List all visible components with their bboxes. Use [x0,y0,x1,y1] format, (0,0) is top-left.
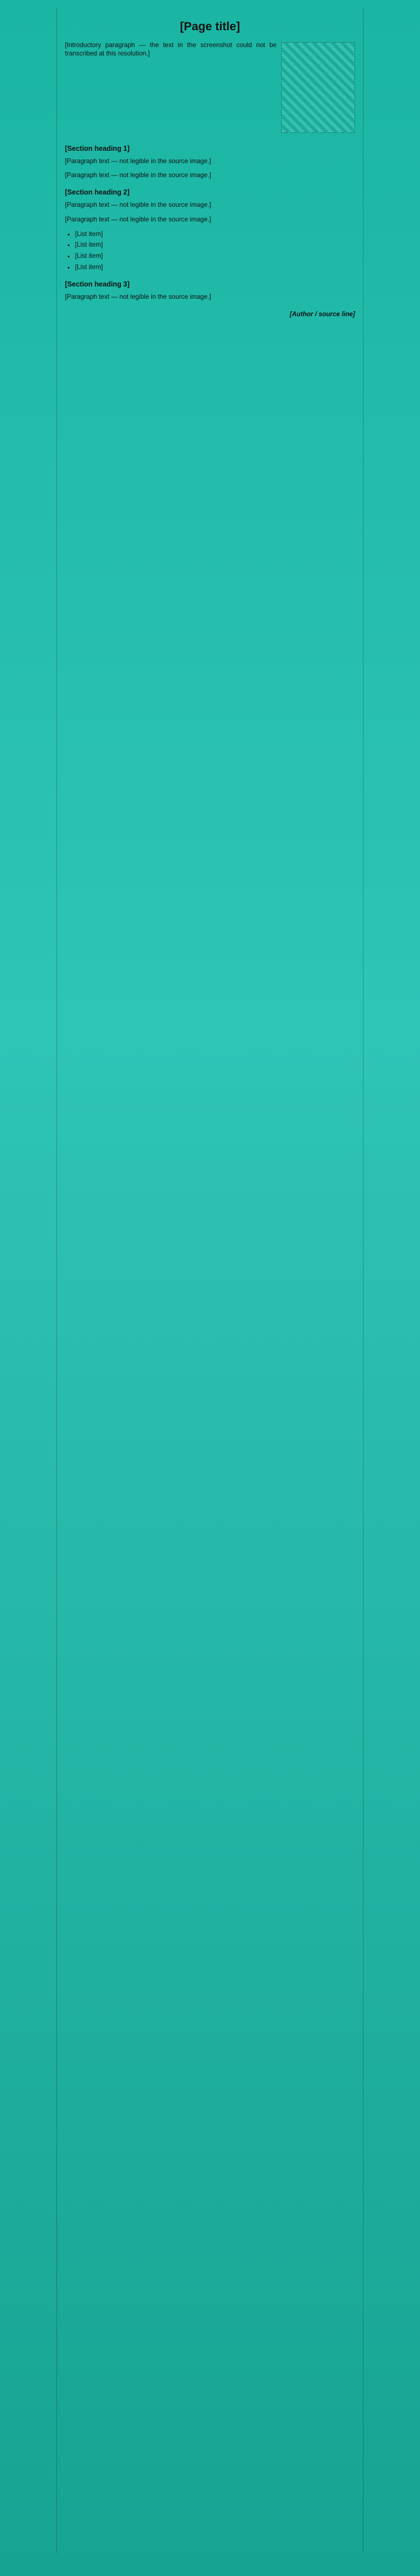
paragraph: [Paragraph text — not legible in the source image.] [65,293,212,300]
page-title: [Page title] [180,20,240,33]
section-2 [65,188,355,224]
portrait-image [281,42,355,133]
list-item: • [List item] [75,263,355,272]
author-credit: [Author / source line] [290,311,355,318]
paragraph: [Paragraph text — not legible in the source image.] [65,172,212,179]
list-item: • [List item] [75,230,355,239]
list-item: • [List item] [75,241,355,249]
section-heading: [Section heading 3] [65,280,130,288]
bullet-list [65,230,355,272]
intro-block [65,41,355,136]
article-column [57,8,363,2553]
section-3 [65,280,355,302]
section-heading: [Section heading 1] [65,144,130,152]
paragraph: [Paragraph text — not legible in the source image.] [65,215,212,223]
paragraph: [Paragraph text — not legible in the source image.] [65,157,212,165]
section-heading: [Section heading 2] [65,188,130,197]
section-1 [65,144,355,181]
intro-text: [Introductory paragraph — the text in the screenshot could not be transcribed at this resolution.] [65,41,277,58]
list-item: • [List item] [75,252,355,261]
paragraph: [Paragraph text — not legible in the source image.] [65,201,212,209]
